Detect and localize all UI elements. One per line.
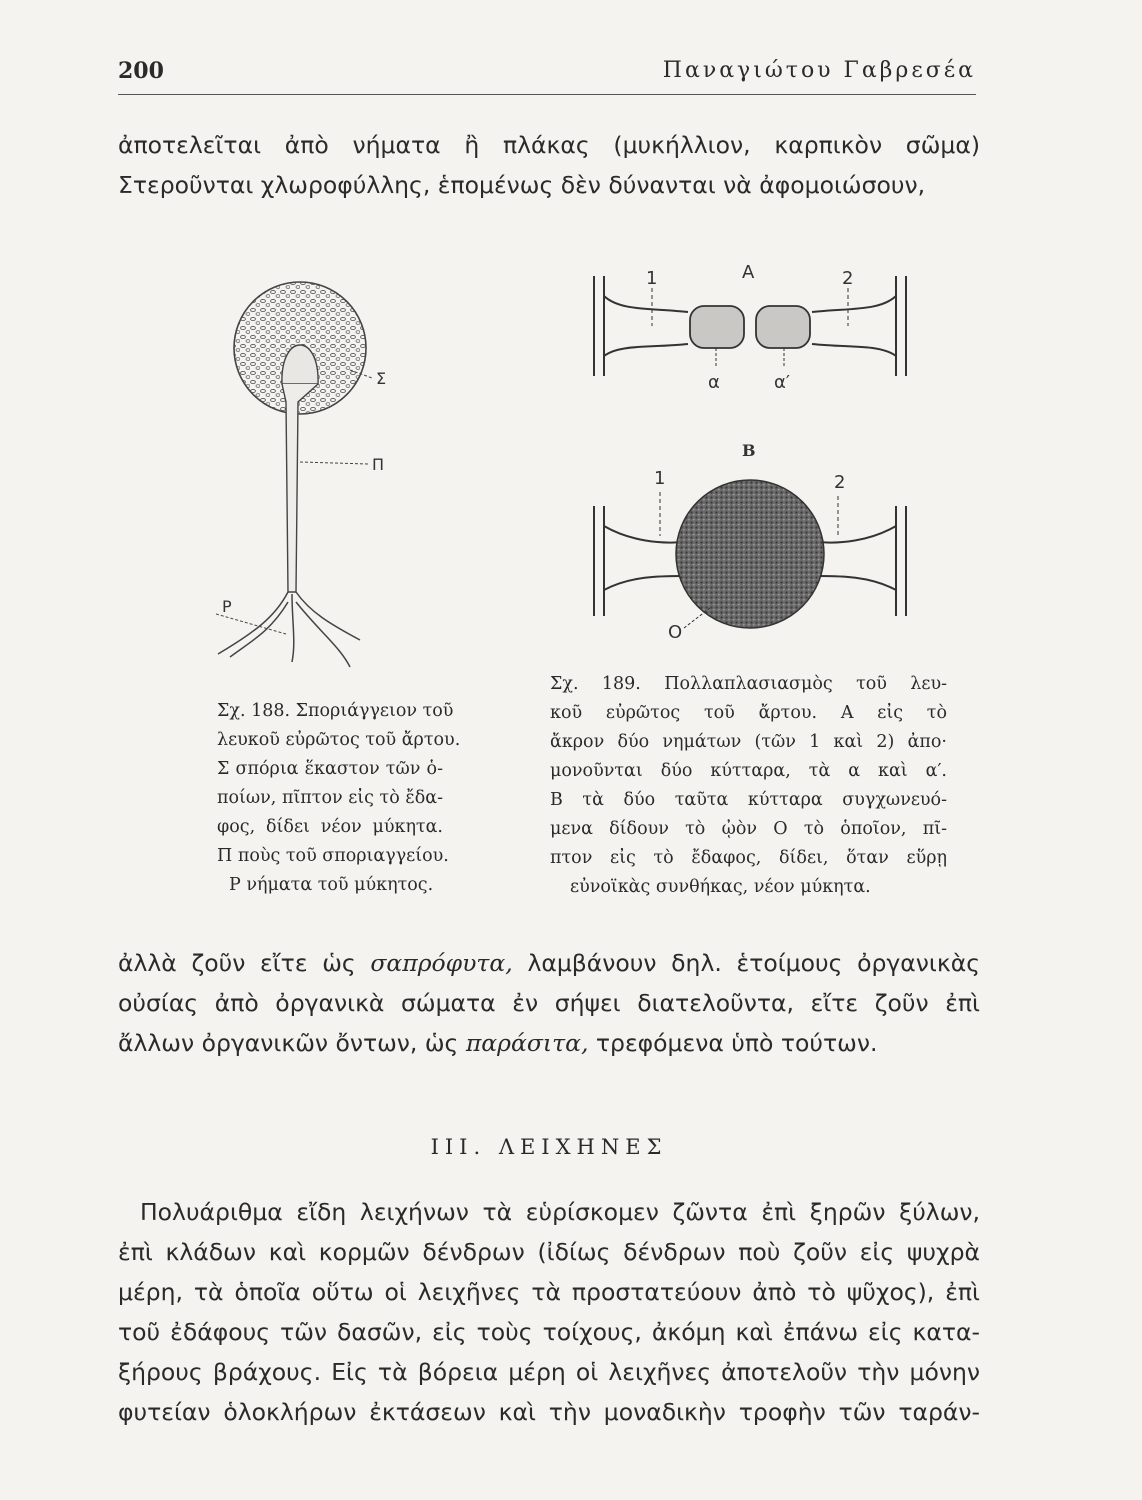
label-1-b: 1 bbox=[654, 468, 666, 489]
running-head: Παναγιώτου Γαβρεσέα bbox=[662, 58, 976, 83]
body-line: μέρη, τὰ ὁποῖα οὕτω οἱ λειχῆνες τὰ προστατεύουν ἀπὸ τὸ ψῦχος), ἐπὶ bbox=[118, 1278, 980, 1306]
label-alpha: α bbox=[708, 372, 720, 393]
body-line bbox=[118, 943, 980, 983]
caption-line: μενα δίδουν τὸ ᾠὸν Ο τὸ ὁποῖον, πῖ- bbox=[550, 819, 947, 839]
label-2: 2 bbox=[842, 268, 854, 289]
body-line: Στεροῦνται χλωροφύλλης, ἑπομένως δὲν δύνανται νὰ ἀφομοιώσουν, bbox=[118, 171, 926, 199]
text-run: λαμβάνουν δηλ. ἑτοίμους ὀργανικὰς bbox=[512, 949, 980, 977]
header-rule bbox=[118, 94, 976, 95]
caption-line: Ρ νήματα τοῦ μύκητος. bbox=[229, 875, 434, 895]
label-leader bbox=[300, 462, 368, 464]
caption-line: μονοῦνται δύο κύτταρα, τὰ α καὶ α′. bbox=[550, 761, 947, 781]
caption-line: φος, δίδει νέον μύκητα. bbox=[217, 817, 443, 837]
figure-189-caption bbox=[550, 670, 947, 902]
hypha-left-b bbox=[594, 506, 684, 616]
hypha-right-b bbox=[818, 506, 906, 616]
text-run: ἀλλὰ ζοῦν εἴτε ὡς bbox=[118, 949, 371, 977]
hypha-right bbox=[812, 276, 906, 376]
label-2-b: 2 bbox=[834, 472, 846, 493]
page-number: 200 bbox=[118, 58, 164, 84]
label-rho: Ρ bbox=[222, 597, 232, 616]
caption-line: πτον εἰς τὸ ἔδαφος, δίδει, ὅταν εὕρῃ bbox=[550, 848, 947, 868]
label-1: 1 bbox=[646, 268, 658, 289]
body-line: ἀποτελεῖται ἀπὸ νήματα ἢ πλάκας (μυκήλλιον, καρπικὸν σῶμα) bbox=[118, 131, 980, 159]
caption-line: Σ σπόρια ἕκαστον τῶν ὁ- bbox=[217, 759, 443, 779]
sporangiophore bbox=[282, 384, 318, 592]
conjugation-figure bbox=[580, 256, 920, 646]
label-sigma: Σ bbox=[376, 369, 387, 388]
figure-188-caption bbox=[217, 697, 461, 900]
body-line: τοῦ ἐδάφους τῶν δασῶν, εἰς τοὺς τοίχους, ἀκόμη καὶ ἐπάνω εἰς κατα- bbox=[118, 1318, 980, 1346]
caption-line: κοῦ εὐρῶτος τοῦ ἄρτου. Α εἰς τὸ bbox=[550, 703, 947, 723]
caption-line: Π ποὺς τοῦ σποριαγγείου. bbox=[217, 846, 449, 866]
gametangium-alpha bbox=[690, 306, 744, 348]
label-pi: Π bbox=[372, 455, 385, 474]
label-leader bbox=[216, 614, 286, 634]
body-line: ξήρους βράχους. Εἰς τὰ βόρεια μέρη οἱ λειχῆνες ἀποτελοῦν τὴν μόνην bbox=[118, 1358, 980, 1386]
rhizoids bbox=[218, 592, 360, 667]
body-line bbox=[118, 1023, 980, 1063]
section-heading: III. ΛΕΙΧΗΝΕΣ bbox=[430, 1135, 668, 1159]
sporangium-figure bbox=[200, 262, 410, 682]
italic-term: σαπρόφυτα, bbox=[370, 949, 513, 977]
label-alpha-prime: α′ bbox=[774, 372, 790, 393]
text-run: τρεφόμενα ὑπὸ τούτων. bbox=[588, 1029, 878, 1057]
label-omicron: Ο bbox=[668, 622, 683, 643]
label-A: Α bbox=[742, 262, 755, 283]
caption-line: εὐνοϊκὰς συνθήκας, νέον μύκητα. bbox=[570, 877, 871, 897]
caption-line: ἄκρον δύο νημάτων (τῶν 1 καὶ 2) ἀπο· bbox=[550, 732, 947, 752]
caption-line: Β τὰ δύο ταῦτα κύτταρα συγχωνευό- bbox=[550, 790, 947, 810]
gametangium-alpha-prime bbox=[756, 306, 810, 348]
italic-term: παράσιτα, bbox=[465, 1029, 589, 1057]
body-line: ἐπὶ κλάδων καὶ κορμῶν δένδρων (ἰδίως δένδρων ποὺ ζοῦν εἰς ψυχρὰ bbox=[118, 1238, 980, 1266]
page-header bbox=[118, 58, 976, 94]
label-B: Β bbox=[742, 441, 756, 460]
body-line: φυτείαν ὁλοκλήρων ἐκτάσεων καὶ τὴν μοναδικὴν τροφὴν τῶν ταράν- bbox=[118, 1398, 980, 1426]
caption-line: Σχ. 189. Πολλαπλασιασμὸς τοῦ λευ- bbox=[550, 674, 947, 694]
caption-line: λευκοῦ εὐρῶτος τοῦ ἄρτου. bbox=[217, 730, 461, 750]
body-line: Πολυάριθμα εἴδη λειχήνων τὰ εὑρίσκομεν ζῶντα ἐπὶ ξηρῶν ξύλων, bbox=[140, 1198, 980, 1226]
caption-line: ποίων, πῖπτον εἰς τὸ ἔδα- bbox=[217, 788, 443, 808]
hypha-left bbox=[594, 276, 688, 376]
text-run: ἄλλων ὀργανικῶν ὄντων, ὡς bbox=[118, 1029, 466, 1057]
body-line: οὐσίας ἀπὸ ὀργανικὰ σώματα ἐν σήψει διατελοῦντα, εἴτε ζοῦν ἐπὶ bbox=[118, 989, 980, 1017]
zygospore bbox=[676, 480, 824, 628]
caption-line: Σχ. 188. Σποριάγγειον τοῦ bbox=[217, 701, 454, 721]
